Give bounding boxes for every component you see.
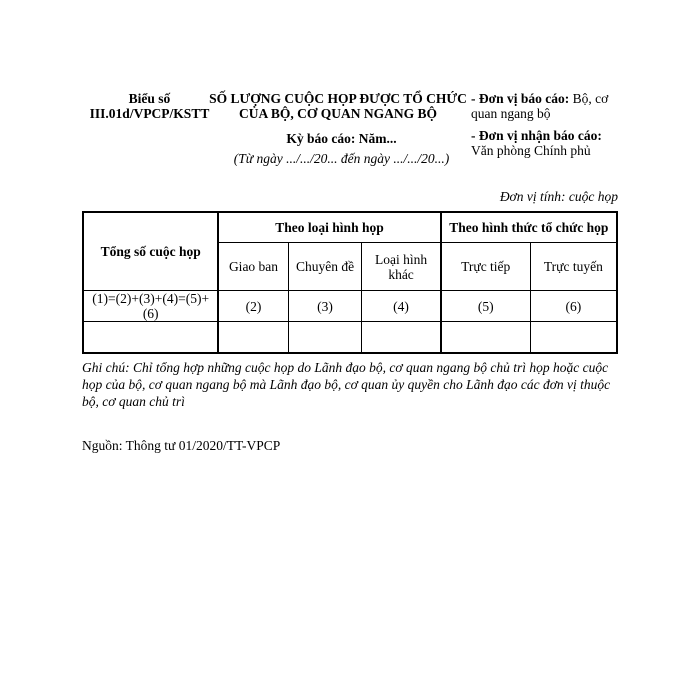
- period-range: (Từ ngày .../.../20... đến ngày .../.../20...): [233, 151, 450, 166]
- report-table: [82, 211, 618, 354]
- receiving-unit-value: Văn phòng Chính phủ: [471, 143, 591, 158]
- data-cell: [530, 322, 617, 354]
- report-title-line1: SỐ LƯỢNG CUỘC HỌP ĐƯỢC TỔ CHỨC: [209, 91, 467, 106]
- reporting-unit: [471, 91, 621, 121]
- form-code: [82, 91, 217, 121]
- period-label: Kỳ báo cáo: Năm...: [286, 131, 397, 146]
- data-cell: [288, 322, 362, 354]
- sub-header-in-person: Trực tiếp: [441, 243, 531, 291]
- index-cell: (1)=(2)+(3)+(4)=(5)+(6): [83, 291, 218, 322]
- index-cell: (3): [288, 291, 362, 322]
- receiving-unit-label: - Đơn vị nhận báo cáo:: [471, 128, 602, 143]
- sub-header-online: Trực tuyến: [530, 243, 617, 291]
- sub-header-briefing: Giao ban: [218, 243, 288, 291]
- meeting-form-header: Theo hình thức tổ chức họp: [441, 212, 617, 243]
- index-cell: (4): [362, 291, 441, 322]
- sub-header-other: Loại hình khác: [362, 243, 441, 291]
- data-cell: [362, 322, 441, 354]
- report-units: [471, 91, 621, 158]
- data-cell: [218, 322, 288, 354]
- table-header-row-1: [83, 212, 617, 243]
- table-data-row: [83, 322, 617, 354]
- sub-header-thematic: Chuyên đề: [288, 243, 362, 291]
- receiving-unit: [471, 128, 621, 158]
- report-title: [203, 91, 473, 121]
- data-cell: [441, 322, 531, 354]
- source-citation: Nguồn: Thông tư 01/2020/TT-VPCP: [82, 438, 281, 453]
- form-code-line2: III.01d/VPCP/KSTT: [89, 106, 210, 121]
- data-cell: [83, 322, 218, 354]
- table-index-row: [83, 291, 617, 322]
- form-code-line1: Biểu số: [128, 91, 171, 106]
- index-cell: (5): [441, 291, 531, 322]
- report-title-line2: CỦA BỘ, CƠ QUAN NGANG BỘ: [238, 106, 437, 121]
- meeting-type-header: Theo loại hình họp: [218, 212, 440, 243]
- unit-note: Đơn vị tính: cuộc họp: [499, 189, 618, 204]
- index-cell: (2): [218, 291, 288, 322]
- reporting-period: [223, 131, 460, 166]
- index-cell: (6): [530, 291, 617, 322]
- reporting-unit-value: Bộ, cơ quan ngang bộ: [471, 91, 609, 121]
- footnote: Ghi chú: Chỉ tổng hợp những cuộc họp do Lãnh đạo bộ, cơ quan ngang bộ chủ trì họp hoặc cuộc họp của bộ, cơ quan ngang bộ mà Lãnh đạo bộ, cơ quan ủy quyền cho Lãnh đạo các đơn vị thuộc bộ, cơ quan chủ trì: [82, 360, 611, 409]
- total-meetings-header: Tổng số cuộc họp: [83, 212, 218, 291]
- reporting-unit-label: - Đơn vị báo cáo:: [471, 91, 570, 106]
